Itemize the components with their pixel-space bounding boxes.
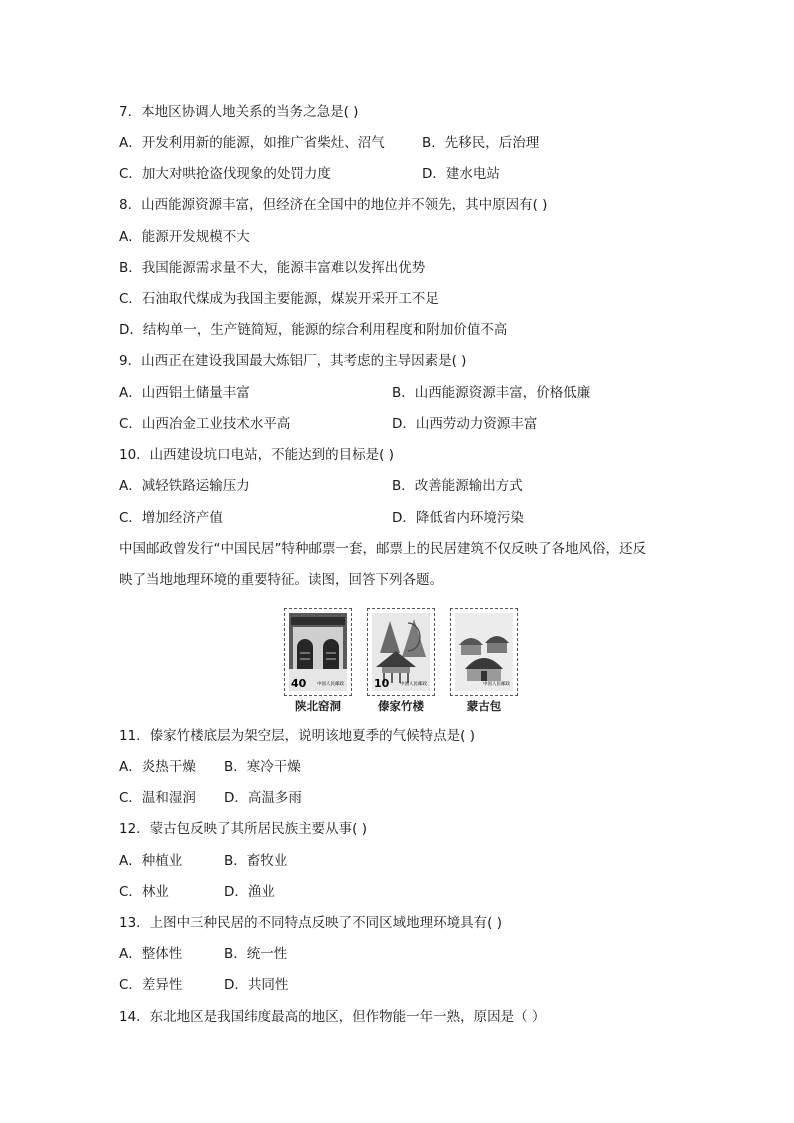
stamp-3-caption: 蒙古包 (466, 699, 502, 713)
q9-option-a: A．山西铝土储量丰富 (119, 385, 250, 401)
stamp-bamboo-house (367, 608, 435, 696)
q7-option-b: B．先移民，后治理 (422, 135, 540, 151)
q10-option-b: B．改善能源输出方式 (392, 478, 523, 494)
stamp-2-caption: 傣家竹楼 (378, 699, 424, 713)
q14-stem: 14．东北地区是我国纬度最高的地区，但作物能一年一熟，原因是（ ） (119, 1009, 546, 1025)
stamp-1-caption: 陕北窑洞 (295, 699, 341, 713)
intro-line-1: 中国邮政曾发行“中国民居”特种邮票一套，邮票上的民居建筑不仅反映了各地风俗，还反 (119, 541, 646, 557)
q9-stem: 9．山西正在建设我国最大炼铝厂，其考虑的主导因素是( ) (119, 353, 467, 369)
q12-stem: 12．蒙古包反映了其所居民族主要从事( ) (119, 821, 368, 837)
q12-option-c: C．林业 (119, 884, 169, 900)
q13-option-d: D．共同性 (224, 977, 289, 993)
q8-option-d: D．结构单一，生产链简短，能源的综合利用程度和附加价值不高 (119, 322, 508, 338)
q9-option-c: C．山西冶金工业技术水平高 (119, 416, 291, 432)
intro-line-2: 映了当地地理环境的重要特征。读图，回答下列各题。 (119, 572, 443, 588)
stamp-2-postal-label: 中国人民邮政 (400, 682, 427, 687)
q10-option-d: D．降低省内环境污染 (392, 510, 524, 526)
q11-option-c: C．温和湿润 (119, 790, 196, 806)
q7-option-d: D．建水电站 (422, 166, 500, 182)
q7-stem: 7．本地区协调人地关系的当务之急是( ) (119, 104, 359, 120)
q12-option-b: B．畜牧业 (224, 853, 288, 869)
q13-option-c: C．差异性 (119, 977, 183, 993)
q8-option-b: B．我国能源需求量不大，能源丰富难以发挥出优势 (119, 260, 426, 276)
q8-option-c: C．石油取代煤成为我国主要能源，煤炭开采开工不足 (119, 291, 439, 307)
q13-stem: 13．上图中三种民居的不同特点反映了不同区域地理环境具有( ) (119, 915, 503, 931)
q10-option-c: C．增加经济产值 (119, 510, 223, 526)
q7-option-c: C．加大对哄抢盗伐现象的处罚力度 (119, 166, 331, 182)
q8-stem: 8．山西能源资源丰富，但经济在全国中的地位并不领先，其中原因有( ) (119, 197, 548, 213)
q11-stem: 11．傣家竹楼底层为架空层，说明该地夏季的气候特点是( ) (119, 728, 476, 744)
q11-option-a: A．炎热干燥 (119, 759, 196, 775)
q9-option-b: B．山西能源资源丰富，价格低廉 (392, 385, 591, 401)
q10-option-a: A．减轻铁路运输压力 (119, 478, 250, 494)
q10-stem: 10．山西建设坑口电站，不能达到的目标是( ) (119, 447, 395, 463)
q7-option-a: A．开发利用新的能源，如推广省柴灶、沼气 (119, 135, 385, 151)
q12-option-a: A．种植业 (119, 853, 183, 869)
stamp-cave-dwelling (284, 608, 352, 696)
q8-option-a: A．能源开发规模不大 (119, 229, 250, 245)
stamp-1-postal-label: 中国人民邮政 (317, 682, 344, 687)
q11-option-b: B．寒冷干燥 (224, 759, 301, 775)
q12-option-d: D．渔业 (224, 884, 275, 900)
stamps-figure (284, 608, 524, 714)
stamp-1-denomination: 40 (291, 677, 307, 690)
stamp-3-postal-label: 中国人民邮政 (483, 682, 510, 687)
yurt-picture (455, 613, 513, 691)
q13-option-a: A．整体性 (119, 946, 183, 962)
stamp-2-denomination: 10 (374, 677, 390, 690)
q13-option-b: B．统一性 (224, 946, 288, 962)
stamp-yurt (450, 608, 518, 696)
q9-option-d: D．山西劳动力资源丰富 (392, 416, 538, 432)
q11-option-d: D．高温多雨 (224, 790, 302, 806)
